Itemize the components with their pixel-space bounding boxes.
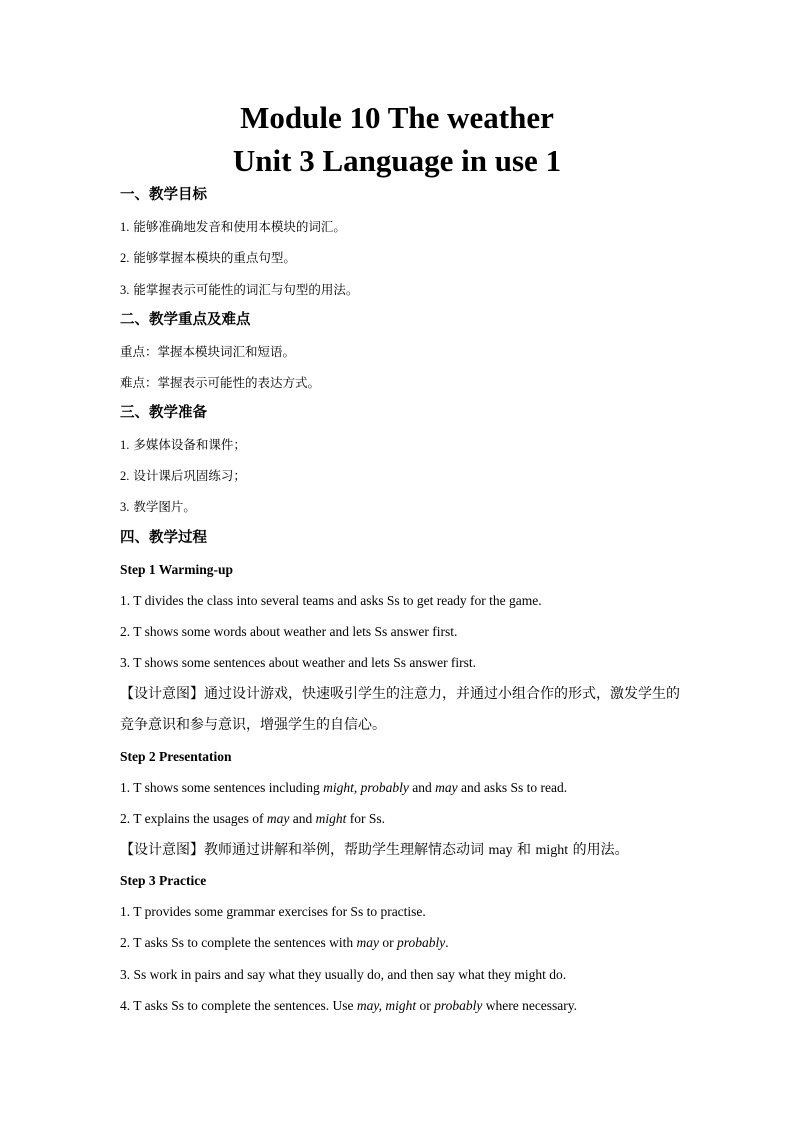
preparation-item-1: 1. 多媒体设备和课件；: [120, 437, 246, 452]
section-heading-preparation: 三、教学准备: [120, 405, 207, 421]
preparation-item-3: 3. 教学图片。: [120, 499, 196, 514]
step1-design-intent-line-2: 竞争意识和参与意识，增强学生的自信心。: [120, 717, 386, 733]
step2-item-1: 1. T shows some sentences including might, probably and may and asks Ss to read.: [120, 780, 568, 795]
step2-item-2: 2. T explains the usages of may and might for Ss.: [120, 811, 386, 826]
step2-design-intent: 【设计意图】教师通过讲解和举例，帮助学生理解情态动词 may 和 might 的用法。: [120, 842, 629, 858]
step1-item-3: 3. T shows some sentences about weather and lets Ss answer first.: [120, 655, 477, 670]
objective-item-2: 2. 能够掌握本模块的重点句型。: [120, 250, 296, 265]
preparation-item-2: 2. 设计课后巩固练习；: [120, 468, 246, 483]
step3-heading: Step 3 Practice: [120, 873, 207, 888]
step2-heading: Step 2 Presentation: [120, 749, 232, 764]
objective-item-3: 3. 能掌握表示可能性的词汇与句型的用法。: [120, 282, 359, 297]
step3-item-1: 1. T provides some grammar exercises for Ss to practise.: [120, 904, 426, 919]
key-point-text: 重点：掌握本模块词汇和短语。: [120, 344, 296, 359]
step1-design-intent-line-1: 【设计意图】通过设计游戏，快速吸引学生的注意力，并通过小组合作的形式，激发学生的: [120, 686, 680, 702]
section-heading-process: 四、教学过程: [120, 530, 207, 546]
step1-item-1: 1. T divides the class into several teams and asks Ss to get ready for the game.: [120, 593, 542, 608]
step3-item-4: 4. T asks Ss to complete the sentences. Use may, might or probably where necessary.: [120, 998, 578, 1013]
step3-item-3: 3. Ss work in pairs and say what they usually do, and then say what they might do.: [120, 967, 567, 982]
difficult-point-text: 难点：掌握表示可能性的表达方式。: [120, 375, 321, 390]
title-line-2: Unit 3 Language in use 1: [232, 143, 562, 178]
title-line-1: Module 10 The weather: [240, 100, 554, 135]
section-heading-key-points: 二、教学重点及难点: [120, 312, 251, 328]
section-heading-objectives: 一、教学目标: [120, 187, 207, 203]
step1-heading: Step 1 Warming-up: [120, 562, 234, 577]
objective-item-1: 1. 能够准确地发音和使用本模块的词汇。: [120, 219, 346, 234]
step1-item-2: 2. T shows some words about weather and lets Ss answer first.: [120, 624, 458, 639]
step3-item-2: 2. T asks Ss to complete the sentences with may or probably.: [120, 935, 449, 950]
